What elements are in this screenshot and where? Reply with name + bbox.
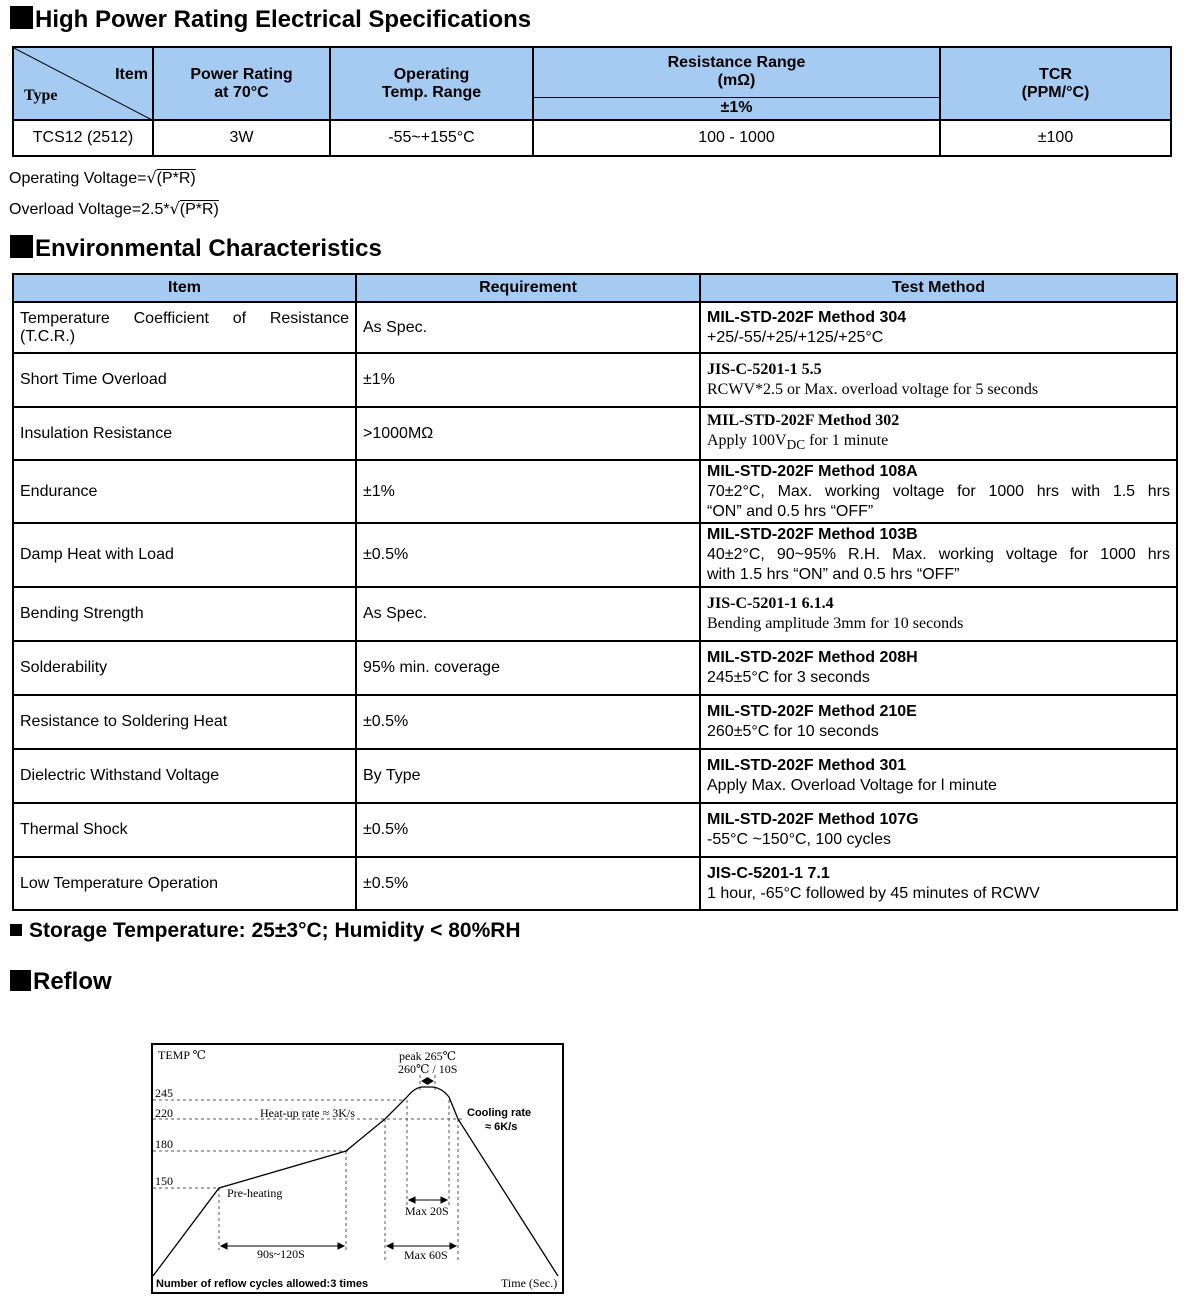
square-bullet-icon [10, 970, 31, 991]
storage-condition: Storage Temperature: 25±3°C; Humidity < 80%RH [10, 920, 521, 941]
reflow-section-title: Reflow [10, 970, 112, 994]
arrowhead-icon [221, 1243, 227, 1249]
requirement-cell: ±1% [356, 353, 700, 407]
requirement-cell: >1000MΩ [356, 407, 700, 460]
tick-label-180: 180 [155, 1137, 173, 1151]
max20-label: Max 20S [405, 1204, 449, 1218]
x-axis-label: Time (Sec.) [501, 1276, 558, 1290]
requirement-cell: ±0.5% [356, 803, 700, 857]
table-row [13, 803, 1177, 857]
item-cell: Damp Heat with Load [13, 523, 356, 587]
item-cell: Temperature Coefficient of Resistance (T.C.R.) [13, 302, 356, 353]
power-rating-header: Power Rating at 70°C [153, 47, 330, 120]
sqrt-icon: √ [169, 199, 180, 218]
temp-cell: -55~+155°C [330, 120, 533, 156]
test-method-cell: MIL-STD-202F Method 301 Apply Max. Overload Voltage for l minute [700, 749, 1177, 803]
max60-label: Max 60S [404, 1248, 448, 1262]
item-cell: Low Temperature Operation [13, 857, 356, 910]
table-row [13, 857, 1177, 910]
test-method-cell: JIS-C-5201-1 7.1 1 hour, -65°C followed by 45 minutes of RCWV [700, 857, 1177, 910]
requirement-cell: ±0.5% [356, 857, 700, 910]
test-method-cell: MIL-STD-202F Method 302 Apply $100V_{DC}$ for 1 minute [700, 407, 1177, 460]
requirement-header: Requirement [356, 274, 700, 302]
item-cell: Resistance to Soldering Heat [13, 695, 356, 749]
item-cell: Endurance [13, 460, 356, 523]
item-cell: Insulation Resistance [13, 407, 356, 460]
requirement-cell: By Type [356, 749, 700, 803]
peak-time-label: 260℃ / 10S [398, 1062, 458, 1076]
tick-label-220: 220 [155, 1106, 173, 1120]
peak-label: peak 265℃ [399, 1049, 457, 1063]
corner-type-label: Type [24, 87, 58, 104]
item-cell: Short Time Overload [13, 353, 356, 407]
reflow-cycles-note: Number of reflow cycles allowed:3 times [156, 1278, 369, 1290]
electrical-spec-table [12, 46, 1172, 157]
test-method-cell: MIL-STD-202F Method 208H 245±5°C for 3 seconds [700, 641, 1177, 695]
table-row [13, 353, 1177, 407]
requirement-cell: As Spec. [356, 587, 700, 641]
arrowhead-icon [409, 1197, 415, 1203]
test-method-cell: JIS-C-5201-1 6.1.4 Bending amplitude 3mm for 10 seconds [700, 587, 1177, 641]
resistance-tolerance-header: ±1% [533, 97, 940, 120]
arrowhead-icon [338, 1243, 344, 1249]
tick-label-150: 150 [155, 1174, 173, 1188]
resistance-range-header: Resistance Range (mΩ) [533, 47, 940, 97]
reflow-profile-diagram [151, 1043, 564, 1294]
requirement-cell: ±0.5% [356, 523, 700, 587]
y-axis-label: TEMP ℃ [158, 1048, 206, 1062]
resistance-cell: 100 - 1000 [533, 120, 940, 156]
tick-label-245: 245 [155, 1086, 173, 1100]
sqrt-icon: √ [146, 168, 157, 187]
requirement-cell: As Spec. [356, 302, 700, 353]
test-method-cell: MIL-STD-202F Method 103B 40±2°C, 90~95% R.H. Max. working voltage for 1000 hrs with 1.5 hrs “ON” and 0.5 hrs “OFF” [700, 523, 1177, 587]
table-row [13, 460, 1177, 523]
diagonal-divider-icon [14, 48, 154, 121]
arrowhead-icon [450, 1243, 456, 1249]
table-row [13, 641, 1177, 695]
reflow-profile-svg [153, 1045, 562, 1292]
arrowhead-icon [387, 1243, 393, 1249]
requirement-cell: ±1% [356, 460, 700, 523]
table-row [13, 302, 1177, 353]
item-cell: Thermal Shock [13, 803, 356, 857]
requirement-cell: ±0.5% [356, 695, 700, 749]
preheating-label: Pre-heating [227, 1186, 283, 1200]
temp-range-header: Operating Temp. Range [330, 47, 533, 120]
square-bullet-icon [10, 235, 33, 258]
corner-header-cell [13, 47, 153, 120]
item-cell: Dielectric Withstand Voltage [13, 749, 356, 803]
cooling-rate-value: ≈ 6K/s [485, 1121, 518, 1133]
tcr-header: TCR (PPM/°C) [940, 47, 1171, 120]
corner-item-label: Item [115, 66, 148, 83]
table-row [13, 749, 1177, 803]
cooling-rate-label: Cooling rate [467, 1107, 532, 1119]
item-header: Item [13, 274, 356, 302]
square-bullet-icon [10, 6, 33, 29]
arrowhead-icon [422, 1078, 427, 1084]
table-row [13, 407, 1177, 460]
test-method-cell: JIS-C-5201-1 5.5 RCWV*2.5 or Max. overload voltage for 5 seconds [700, 353, 1177, 407]
test-method-cell: MIL-STD-202F Method 210E 260±5°C for 10 seconds [700, 695, 1177, 749]
table-row [13, 523, 1177, 587]
item-cell: Solderability [13, 641, 356, 695]
requirement-cell: 95% min. coverage [356, 641, 700, 695]
test-method-cell: MIL-STD-202F Method 107G -55°C ~150°C, 100 cycles [700, 803, 1177, 857]
test-method-header: Test Method [700, 274, 1177, 302]
env-section-title: Environmental Characteristics [10, 235, 382, 261]
overload-voltage-note: Overload Voltage=2.5*√(P*R) [9, 199, 219, 218]
type-cell: TCS12 (2512) [13, 120, 153, 156]
table-row [13, 695, 1177, 749]
item-cell: Bending Strength [13, 587, 356, 641]
preheat-time-label: 90s~120S [257, 1247, 305, 1261]
environmental-table [12, 273, 1178, 911]
square-bullet-icon [10, 924, 22, 936]
table-row [13, 587, 1177, 641]
test-method-cell: MIL-STD-202F Method 304 +25/-55/+25/+125/+25°C [700, 302, 1177, 353]
spec-section-title: High Power Rating Electrical Specifications [10, 6, 531, 32]
test-method-cell: MIL-STD-202F Method 108A 70±2°C, Max. working voltage for 1000 hrs with 1.5 hrs “ON” and 0.5 hrs “OFF” [700, 460, 1177, 523]
operating-voltage-note: Operating Voltage=√(P*R) [9, 168, 196, 187]
power-cell: 3W [153, 120, 330, 156]
arrowhead-icon [441, 1197, 447, 1203]
arrowhead-icon [428, 1078, 433, 1084]
heatup-rate-label: Heat-up rate ≈ 3K/s [260, 1106, 355, 1120]
tcr-cell: ±100 [940, 120, 1171, 156]
